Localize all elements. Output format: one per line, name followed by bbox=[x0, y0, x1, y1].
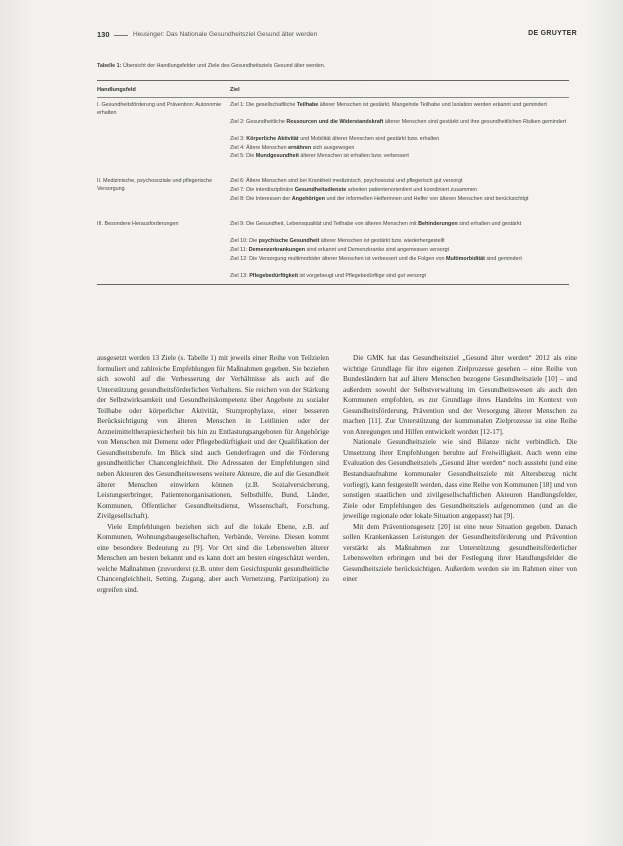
table-caption bbox=[97, 63, 567, 69]
goal-cell: Ziel 1: Die gesellschaftliche Teilhabe älterer Menschen ist gestärkt. Mangelnde Teilhabe und Isolation werden erkannt und gemindert bbox=[230, 102, 547, 108]
body-paragraph: ausgesetzt werden 13 Ziele (s. Tabelle 1) mit jeweils einer Reihe von Teilzielen formuliert und zahlreiche Empfehlungen für Maßnahmen gegeben. Sie beziehen sich sowohl auf die Verbesserung der Verhältnisse als auch auf die Unterstützung gesundheitsförderlichen Verhaltens. Sie reichen von der Stärkung der Selbstwirksamkeit und Gesundheitskompetenz über Angebote zu sozialer Teilhabe oder körperlicher Aktivität, Sturzprophylaxe, einer besseren Berücksichtigung von älteren Menschen in Leitlinien oder der Arzneimitteltherapiesicherheit bis hin zu Entlastungsangeboten für Angehörige von Menschen mit Demenz oder Pflegebedürftigkeit und der Qualifikation der Gesundheitsberufe. Im Blick sind auch Genderfragen und die Förderung gesundheitlicher Chancengleichheit. Die Adressaten der Empfehlungen sind neben Akteuren des Gesundheitswesens weitere Akteure, die auf die Gesundheit älterer Menschen einwirken können (z.B. Sozialversicherung, Leistungserbringer, Patientenorganisationen, Selbsthilfe, Bund, Länder, Kommunen, Öffentlicher Gesundheitsdienst, Wissenschaft, Forschung, Zivilgesellschaft). bbox=[97, 354, 329, 521]
goal-cell: Ziel 8: Die Interessen der Angehörigen und der informellen Helferinnen und Helfer von älteren Menschen sind berücksichtigt bbox=[230, 196, 529, 202]
publisher-logo: DE GRUYTER bbox=[528, 30, 577, 37]
table-caption-label: Tabelle 1: bbox=[97, 63, 122, 69]
goal-cell: Ziel 13: Pflegebedürftigkeit ist vorgebeugt und Pflegebedürftige sind gut versorgt bbox=[230, 273, 426, 279]
goal-cell: Ziel 11: Demenzerkrankungen sind erkannt und Demenzkranke sind angemessen versorgt bbox=[230, 247, 449, 253]
body-paragraph: Mit dem Präventionsgesetz [20] ist eine neue Situation gegeben. Danach sollen Krankenkassen Leistungen der Gesundheitsförderung und Prävention verstärkt als Maßnahmen zur Unterstützung gesundheitsförderlicher Lebenswelten erbringen und bei der Festlegung ihrer Handlungsfelder die Gesundheitsziele berücksichtigen. Außerdem werden sie im Rahmen einer von einer bbox=[343, 522, 577, 584]
area-cell: II. Medizinische, psychosoziale und pflegerische Versorgung bbox=[97, 178, 213, 193]
body-paragraph: Viele Empfehlungen beziehen sich auf die lokale Ebene, z.B. auf Kommunen, Wohnungsbaugesellschaften, Verbände, Vereine. Diesen kommt eine besondere Bedeutung zu [9]. Vor Ort sind die Lebenswelten älterer Menschen am besten bekannt und es kann dort am besten eingeschätzt werden, welche Maßnahmen (zuvorderst (z.B. unter dem Gesichtspunkt gesundheitliche Chancengleichheit, Setting, Zugang, aber auch Vernetzung, Partizipation) zu ergreifen sind. bbox=[97, 522, 329, 595]
goal-cell: Ziel 10: Die psychische Gesundheit älterer Menschen ist gestärkt bzw. wiederhergestellt bbox=[230, 238, 445, 244]
body-column-left bbox=[97, 353, 329, 596]
area-cell: I. Gesundheitsförderung und Prävention: Autonomie erhalten bbox=[97, 102, 222, 117]
goal-cell: Ziel 3: Körperliche Aktivität und Mobilität älterer Menschen sind gestärkt bzw. erhalten bbox=[230, 136, 440, 142]
table-top-rule bbox=[97, 80, 569, 81]
body-column-right bbox=[343, 353, 577, 585]
column-header-area: Handlungsfeld bbox=[97, 87, 136, 93]
page-number: 130 bbox=[97, 30, 110, 39]
column-header-goal: Ziel bbox=[230, 87, 240, 93]
body-paragraph: Die GMK hat das Gesundheitsziel „Gesund älter werden“ 2012 als eine wichtige Grundlage für ihre eigenen Zielprozesse gesehen – eine Reihe von Bundesländern hat auf ältere Menschen bezogene Gesundheitsziele [10] – und außerdem sowohl der Selbstverwaltung im Gesundheitswesen als auch den Kommunen empfohlen, es zur Grundlage ihres Handelns im Kontext von Gesundheitsförderung, Prävention und der Versorgung älterer Menschen zu machen [11]. Zur Unterstützung der kommunalen Zielprozesse ist eine Reihe von Anregungen und Hilfen entwickelt worden [12-17]. bbox=[343, 354, 577, 436]
goal-cell: Ziel 5: Die Mundgesundheit älterer Menschen ist erhalten bzw. verbessert bbox=[230, 153, 409, 159]
goal-cell: Ziel 4: Ältere Menschen ernähren sich ausgewogen bbox=[230, 145, 355, 151]
page-header bbox=[97, 30, 577, 42]
goal-cell: Ziel 6: Ältere Menschen sind bei Krankheit medizinisch, psychosozial und pflegerisch gut versorgt bbox=[230, 178, 463, 184]
table-bottom-rule bbox=[97, 284, 569, 285]
header-dash-divider bbox=[114, 35, 128, 36]
table-caption-text: Übersicht der Handlungsfelder und Ziele des Gesundheitsziels Gesund älter werden. bbox=[121, 63, 326, 69]
running-head: Heusinger: Das Nationale Gesundheitsziel Gesund älter werden bbox=[133, 31, 318, 38]
body-paragraph: Nationale Gesundheitsziele wie sind Bilanze nicht verbindlich. Die Umsetzung ihrer Empfehlungen beruhte auf Freiwilligkeit. Auch wenn eine Evaluation des Gesundheitsziels „Gesund älter werden“ noch aussteht (und eine Bestandsaufnahme kommunaler Gesundheitsziele mit Altersbezug nicht vorliegt), kann festgestellt werden, dass eine Reihe von Kommunen [18] und von sonstigen staatlichen und zivilgesellschaftlichen Akteuren Handlungsfelder, Ziele oder Empfehlungen des Gesundheitsziels aufgenommen (und an die jeweilige regionale oder lokale Situation angepasst) hat [9]. bbox=[343, 438, 577, 521]
goal-cell: Ziel 7: Die interdisziplinäre Gesundheitsdienste arbeiten patientenorientiert und koordiniert zusammen bbox=[230, 187, 477, 193]
goal-cell: Ziel 2: Gesundheitliche Ressourcen und die Widerstandskraft älterer Menschen sind gestärkt und ihre gesundheitlichen Risiken gemindert bbox=[230, 119, 567, 125]
goal-cell: Ziel 12: Die Versorgung multimorbider älterer Menschen ist verbessert und die Folgen von Multimorbidität sind gemindert bbox=[230, 256, 522, 262]
goal-cell: Ziel 9: Die Gesundheit, Lebensqualität und Teilhabe von älteren Menschen mit Behinderungen sind erhalten und gestärkt bbox=[230, 221, 522, 227]
area-cell: III. Besondere Herausforderungen bbox=[97, 221, 179, 227]
table-header-rule bbox=[97, 97, 569, 98]
